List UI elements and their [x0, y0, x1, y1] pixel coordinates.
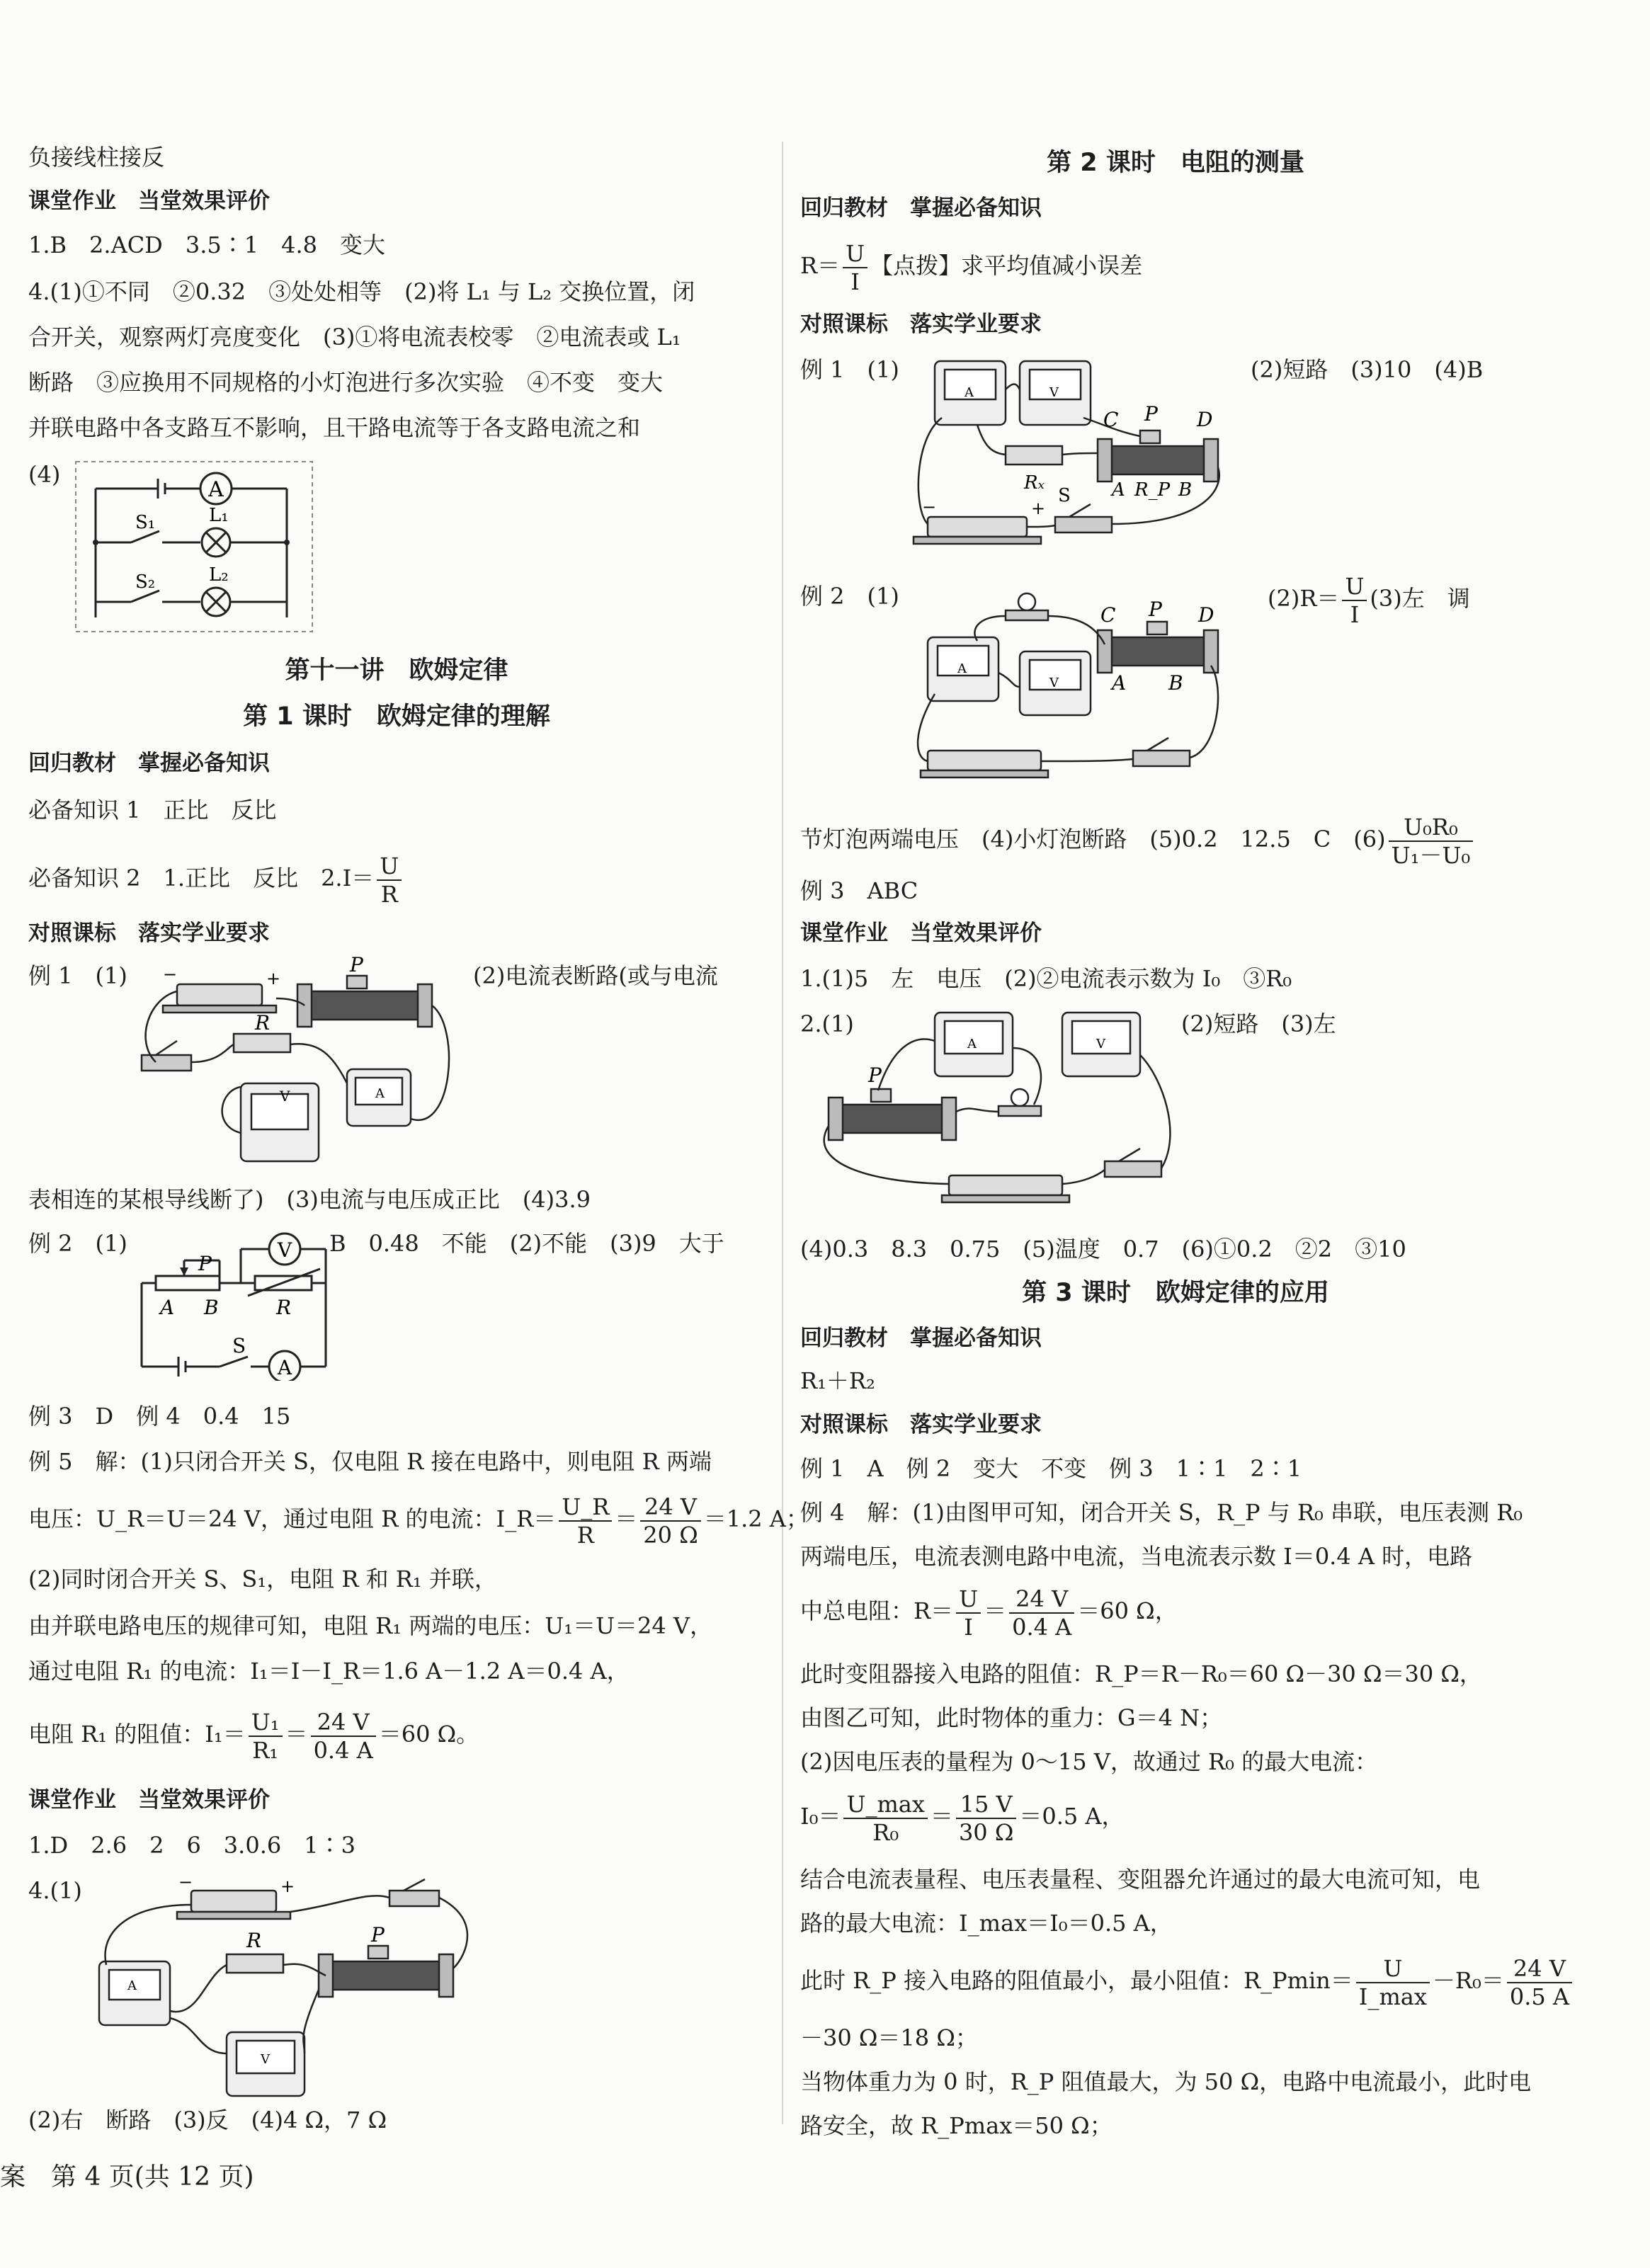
- fraction: [249, 1709, 283, 1764]
- fraction: [1389, 814, 1474, 869]
- text-run: ＝: [930, 1803, 953, 1830]
- numerator: U: [843, 240, 867, 268]
- text-run: ＝: [984, 1597, 1007, 1624]
- answer-line: 结合电流表量程、电压表量程、变阻器允许通过的最大电流可知，电: [800, 1866, 1481, 1893]
- example-label: 例 2 (1): [28, 1230, 127, 1257]
- resistor-label: R: [276, 1296, 292, 1319]
- denominator: I: [964, 1613, 973, 1641]
- answer-line: 当物体重力为 0 时，R_P 阻值最大，为 50 Ω，电路中电流最小，此时电: [800, 2068, 1532, 2095]
- slider-label: P: [371, 1923, 385, 1947]
- answer-line: 必备知识 1 正比 反比: [28, 797, 277, 824]
- meter-glyph: V: [1049, 385, 1059, 400]
- denominator: R₀: [872, 1818, 899, 1846]
- text-run: ＝1.2 A；: [703, 1505, 809, 1532]
- answer-line: 通过电阻 R₁ 的电流：I₁＝I－I_R＝1.6 A－1.2 A＝0.4 A，: [28, 1658, 630, 1685]
- fraction: [1507, 1955, 1572, 2010]
- terminal-label: A: [1112, 479, 1125, 501]
- text-run: (3)左 调: [1370, 585, 1470, 612]
- answer-line: 4.(1): [28, 1877, 82, 1904]
- section-heading: 对照课标 落实学业要求: [28, 921, 270, 946]
- denominator: 20 Ω: [643, 1521, 698, 1549]
- apparatus-diagram: [906, 347, 1246, 559]
- numerator: U₀R₀: [1389, 814, 1474, 842]
- answer-line: [800, 234, 1142, 297]
- terminal-label: A: [1112, 671, 1127, 695]
- section-heading: 课堂作业 当堂效果评价: [800, 921, 1042, 946]
- section-heading: 回归教材 掌握必备知识: [800, 1326, 1042, 1351]
- apparatus-diagram: [135, 956, 474, 1183]
- meter-glyph: A: [127, 1978, 137, 1993]
- slider-label: P: [350, 956, 363, 976]
- answer-line: 表相连的某根导线断了) (3)电流与电压成正比 (4)3.9: [28, 1186, 591, 1213]
- numerator: 15 V: [956, 1791, 1016, 1819]
- answer-line: 例 1 A 例 2 变大 不变 例 3 1∶1 2∶1: [800, 1455, 1302, 1482]
- fraction: [843, 1791, 927, 1846]
- resistor-label: R: [246, 1929, 262, 1952]
- meter-glyph: A: [957, 661, 967, 676]
- denominator: R₁: [252, 1736, 279, 1764]
- denominator: I: [850, 268, 860, 295]
- answer-line: 2.(1): [800, 1010, 854, 1037]
- answer-line: (2)短路 (3)10 (4)B: [1251, 356, 1484, 383]
- text-line: 负接线柱接反: [28, 144, 165, 171]
- polarity-glyph: −: [163, 964, 178, 984]
- voltmeter-label: V: [277, 1238, 292, 1262]
- answer-line: (2)同时闭合开关 S、S₁，电阻 R 和 R₁ 并联，: [28, 1566, 497, 1592]
- fraction: [1356, 1955, 1430, 2010]
- text-run: (2)R＝: [1268, 585, 1340, 612]
- section-heading: 课堂作业 当堂效果评价: [28, 1787, 270, 1813]
- numerator: 24 V: [311, 1709, 376, 1737]
- slider-label: P: [198, 1252, 212, 1275]
- meter-glyph: V: [280, 1088, 290, 1105]
- answer-line: 此时变阻器接入电路的阻值：R_P＝R－R₀＝60 Ω－30 Ω＝30 Ω，: [800, 1660, 1482, 1687]
- numerator: U: [1356, 1955, 1430, 1983]
- fraction: [559, 1493, 612, 1549]
- text-run: I₀＝: [800, 1803, 841, 1830]
- text-run: －R₀＝: [1432, 1967, 1504, 1994]
- meter-glyph: A: [375, 1086, 385, 1101]
- parallel-circuit-diagram: [74, 460, 315, 634]
- denominator: 0.4 A: [313, 1736, 373, 1764]
- answer-line: 4.(1)①不同 ②0.32 ③处处相等 (2)将 L₁ 与 L₂ 交换位置，闭: [28, 278, 695, 305]
- answer-line: 并联电路中各支路互不影响，且干路电流等于各支路电流之和: [28, 414, 641, 441]
- answer-line: 路安全，故 R_Pmax＝50 Ω；: [800, 2112, 1113, 2139]
- answer-line: (2)右 断路 (3)反 (4)4 Ω，7 Ω: [28, 2107, 387, 2133]
- answer-line: (2)因电压表的量程为 0～15 V，故通过 R₀ 的最大电流：: [800, 1748, 1378, 1775]
- denominator: I_max: [1358, 1983, 1427, 2010]
- text-run: 【点拨】求平均值减小误差: [870, 252, 1143, 279]
- terminal-label: B: [204, 1296, 219, 1319]
- answer-line: 例 3 D 例 4 0.4 15: [28, 1403, 291, 1430]
- polarity-glyph: −: [922, 497, 937, 517]
- terminal-label: B: [1178, 479, 1193, 501]
- lamp-label: L₂: [209, 564, 229, 586]
- lesson-title: 第 2 课时 电阻的测量: [1047, 149, 1304, 177]
- numerator: U: [377, 853, 402, 881]
- rheostat-label: R_P: [1134, 479, 1171, 501]
- text-run: 中总电阻：R＝: [800, 1597, 954, 1624]
- text-run: 此时 R_P 接入电路的阻值最小，最小阻值：R_Pmin＝: [800, 1967, 1353, 1994]
- answer-line: [1268, 566, 1470, 630]
- numerator: U₁: [249, 1709, 283, 1737]
- polarity-glyph: +: [266, 969, 281, 988]
- switch-label: S: [1058, 485, 1071, 506]
- answer-line: R₁＋R₂: [800, 1367, 875, 1394]
- text-run: ＝60 Ω。: [378, 1721, 479, 1748]
- denominator: R: [380, 880, 398, 908]
- slider-label: P: [1149, 598, 1162, 621]
- text-run: ＝60 Ω，: [1077, 1597, 1178, 1624]
- terminal-label: C: [1103, 408, 1119, 431]
- terminal-label: B: [1168, 671, 1183, 695]
- fraction: [843, 240, 867, 295]
- terminal-label: A: [160, 1296, 175, 1319]
- fraction: [377, 853, 402, 908]
- answer-line: [28, 1487, 809, 1551]
- lecture-title: 第十一讲 欧姆定律: [285, 656, 508, 685]
- meter-glyph: V: [261, 2052, 270, 2067]
- apparatus-diagram: [906, 588, 1239, 793]
- terminal-label: C: [1100, 603, 1116, 627]
- text-run: 电压：U_R＝U＝24 V，通过电阻 R 的电流：I_R＝: [28, 1505, 557, 1532]
- fraction: [1342, 573, 1367, 628]
- answer-line: 断路 ③应换用不同规格的小灯泡进行多次实验 ④不变 变大: [28, 369, 664, 396]
- denominator: R: [576, 1521, 594, 1549]
- lesson-title: 第 3 课时 欧姆定律的应用: [1022, 1279, 1329, 1307]
- switch-label: S: [232, 1334, 246, 1357]
- ammeter-label: A: [208, 477, 224, 502]
- text-run: ＝0.5 A，: [1019, 1803, 1125, 1830]
- section-heading: 回归教材 掌握必备知识: [800, 195, 1042, 221]
- answer-line: 1.D 2.6 2 6 3.0.6 1∶3: [28, 1832, 355, 1859]
- text-run: 必备知识 2 1.正比 反比 2.I＝: [28, 865, 375, 891]
- meter-glyph: V: [1049, 676, 1059, 690]
- resistor-label: Rₓ: [1024, 472, 1045, 494]
- denominator: I: [1350, 600, 1360, 628]
- column-divider: [782, 142, 783, 2124]
- answer-line: (4): [28, 461, 61, 488]
- answer-line: [28, 850, 404, 908]
- numerator: 24 V: [1507, 1955, 1572, 1983]
- answer-line: 由图乙可知，此时物体的重力：G＝4 N；: [800, 1704, 1223, 1731]
- denominator: 0.4 A: [1012, 1613, 1072, 1641]
- text-run: ＝: [285, 1721, 308, 1748]
- page-footer: 案 第 4 页(共 12 页): [0, 2162, 254, 2192]
- answer-line: (4)0.3 8.3 0.75 (5)温度 0.7 (6)①0.2 ②2 ③10: [800, 1236, 1406, 1263]
- fraction: [311, 1709, 376, 1764]
- lesson-title: 第 1 课时 欧姆定律的理解: [243, 702, 550, 731]
- example-label: 例 1 (1): [28, 962, 127, 989]
- answer-line: [800, 1949, 1575, 2012]
- ammeter-label: A: [277, 1356, 292, 1379]
- meter-glyph: V: [1096, 1037, 1105, 1052]
- denominator: 0.5 A: [1509, 1983, 1570, 2010]
- answer-line: 例 5 解：(1)只闭合开关 S，仅电阻 R 接在电路中，则电阻 R 两端: [28, 1448, 712, 1475]
- terminal-label: D: [1198, 603, 1214, 627]
- answer-line: 1.B 2.ACD 3.5∶1 4.8 变大: [28, 232, 385, 258]
- text-run: 电阻 R₁ 的阻值：I₁＝: [28, 1721, 246, 1748]
- answer-line: 例 3 ABC: [800, 877, 918, 904]
- slider-label: P: [1144, 402, 1158, 426]
- meter-glyph: A: [965, 385, 974, 400]
- denominator: 30 Ω: [958, 1818, 1014, 1846]
- numerator: 24 V: [1009, 1585, 1074, 1614]
- terminal-label: D: [1197, 408, 1213, 431]
- apparatus-diagram: [85, 1876, 482, 2103]
- answer-line: [28, 1702, 479, 1766]
- answer-line: －30 Ω＝18 Ω；: [800, 2024, 978, 2051]
- answer-line: (2)电流表断路(或与电流: [473, 962, 718, 989]
- section-heading: 对照课标 落实学业要求: [800, 312, 1042, 337]
- polarity-glyph: +: [280, 1876, 295, 1896]
- answer-line: B 0.48 不能 (2)不能 (3)9 大于: [329, 1230, 724, 1257]
- answer-line: 两端电压，电流表测电路中电流，当电流表示数 I＝0.4 A 时，电路: [800, 1543, 1473, 1570]
- answer-line: [800, 807, 1476, 871]
- denominator: U₁－U₀: [1391, 841, 1471, 869]
- fraction: [956, 1585, 981, 1641]
- polarity-glyph: +: [1031, 498, 1046, 518]
- numerator: U_R: [559, 1493, 612, 1522]
- lamp-label: L₁: [209, 505, 229, 526]
- numerator: U: [1342, 573, 1367, 601]
- text-run: R＝: [800, 252, 841, 279]
- apparatus-diagram: [807, 1005, 1176, 1218]
- answer-line: 路的最大电流：I_max＝I₀＝0.5 A，: [800, 1910, 1173, 1937]
- section-heading: 回归教材 掌握必备知识: [28, 751, 270, 776]
- slider-label: P: [868, 1064, 882, 1087]
- numerator: 24 V: [640, 1493, 700, 1522]
- section-heading: 课堂作业 当堂效果评价: [28, 188, 270, 214]
- numerator: U_max: [843, 1791, 927, 1819]
- answer-line: 1.(1)5 左 电压 (2)②电流表示数为 I₀ ③R₀: [800, 965, 1292, 992]
- answer-line: (2)短路 (3)左: [1181, 1010, 1336, 1037]
- answer-line: 由并联电路电压的规律可知，电阻 R₁ 两端的电压：U₁＝U＝24 V，: [28, 1612, 713, 1639]
- example-label: 例 1 (1): [800, 356, 899, 383]
- answer-line: [800, 1579, 1178, 1643]
- example-label: 例 2 (1): [800, 583, 899, 610]
- switch-label: S₁: [135, 512, 156, 533]
- answer-line: [800, 1784, 1125, 1848]
- polarity-glyph: −: [178, 1876, 193, 1892]
- answer-line: 例 4 解：(1)由图甲可知，闭合开关 S，R_P 与 R₀ 串联，电压表测 R₀: [800, 1499, 1523, 1526]
- section-heading: 对照课标 落实学业要求: [800, 1412, 1042, 1437]
- resistor-label: R: [255, 1011, 271, 1035]
- fraction: [1009, 1585, 1074, 1641]
- switch-label: S₂: [135, 571, 156, 593]
- fraction: [640, 1493, 700, 1549]
- rheostat-circuit-diagram: [135, 1225, 347, 1381]
- numerator: U: [956, 1585, 981, 1614]
- meter-glyph: A: [967, 1037, 977, 1052]
- text-run: ＝: [615, 1505, 638, 1532]
- answer-line: 合开关，观察两灯亮度变化 (3)①将电流表校零 ②电流表或 L₁: [28, 324, 681, 351]
- fraction: [956, 1791, 1016, 1846]
- text-run: 节灯泡两端电压 (4)小灯泡断路 (5)0.2 12.5 C (6): [800, 826, 1386, 853]
